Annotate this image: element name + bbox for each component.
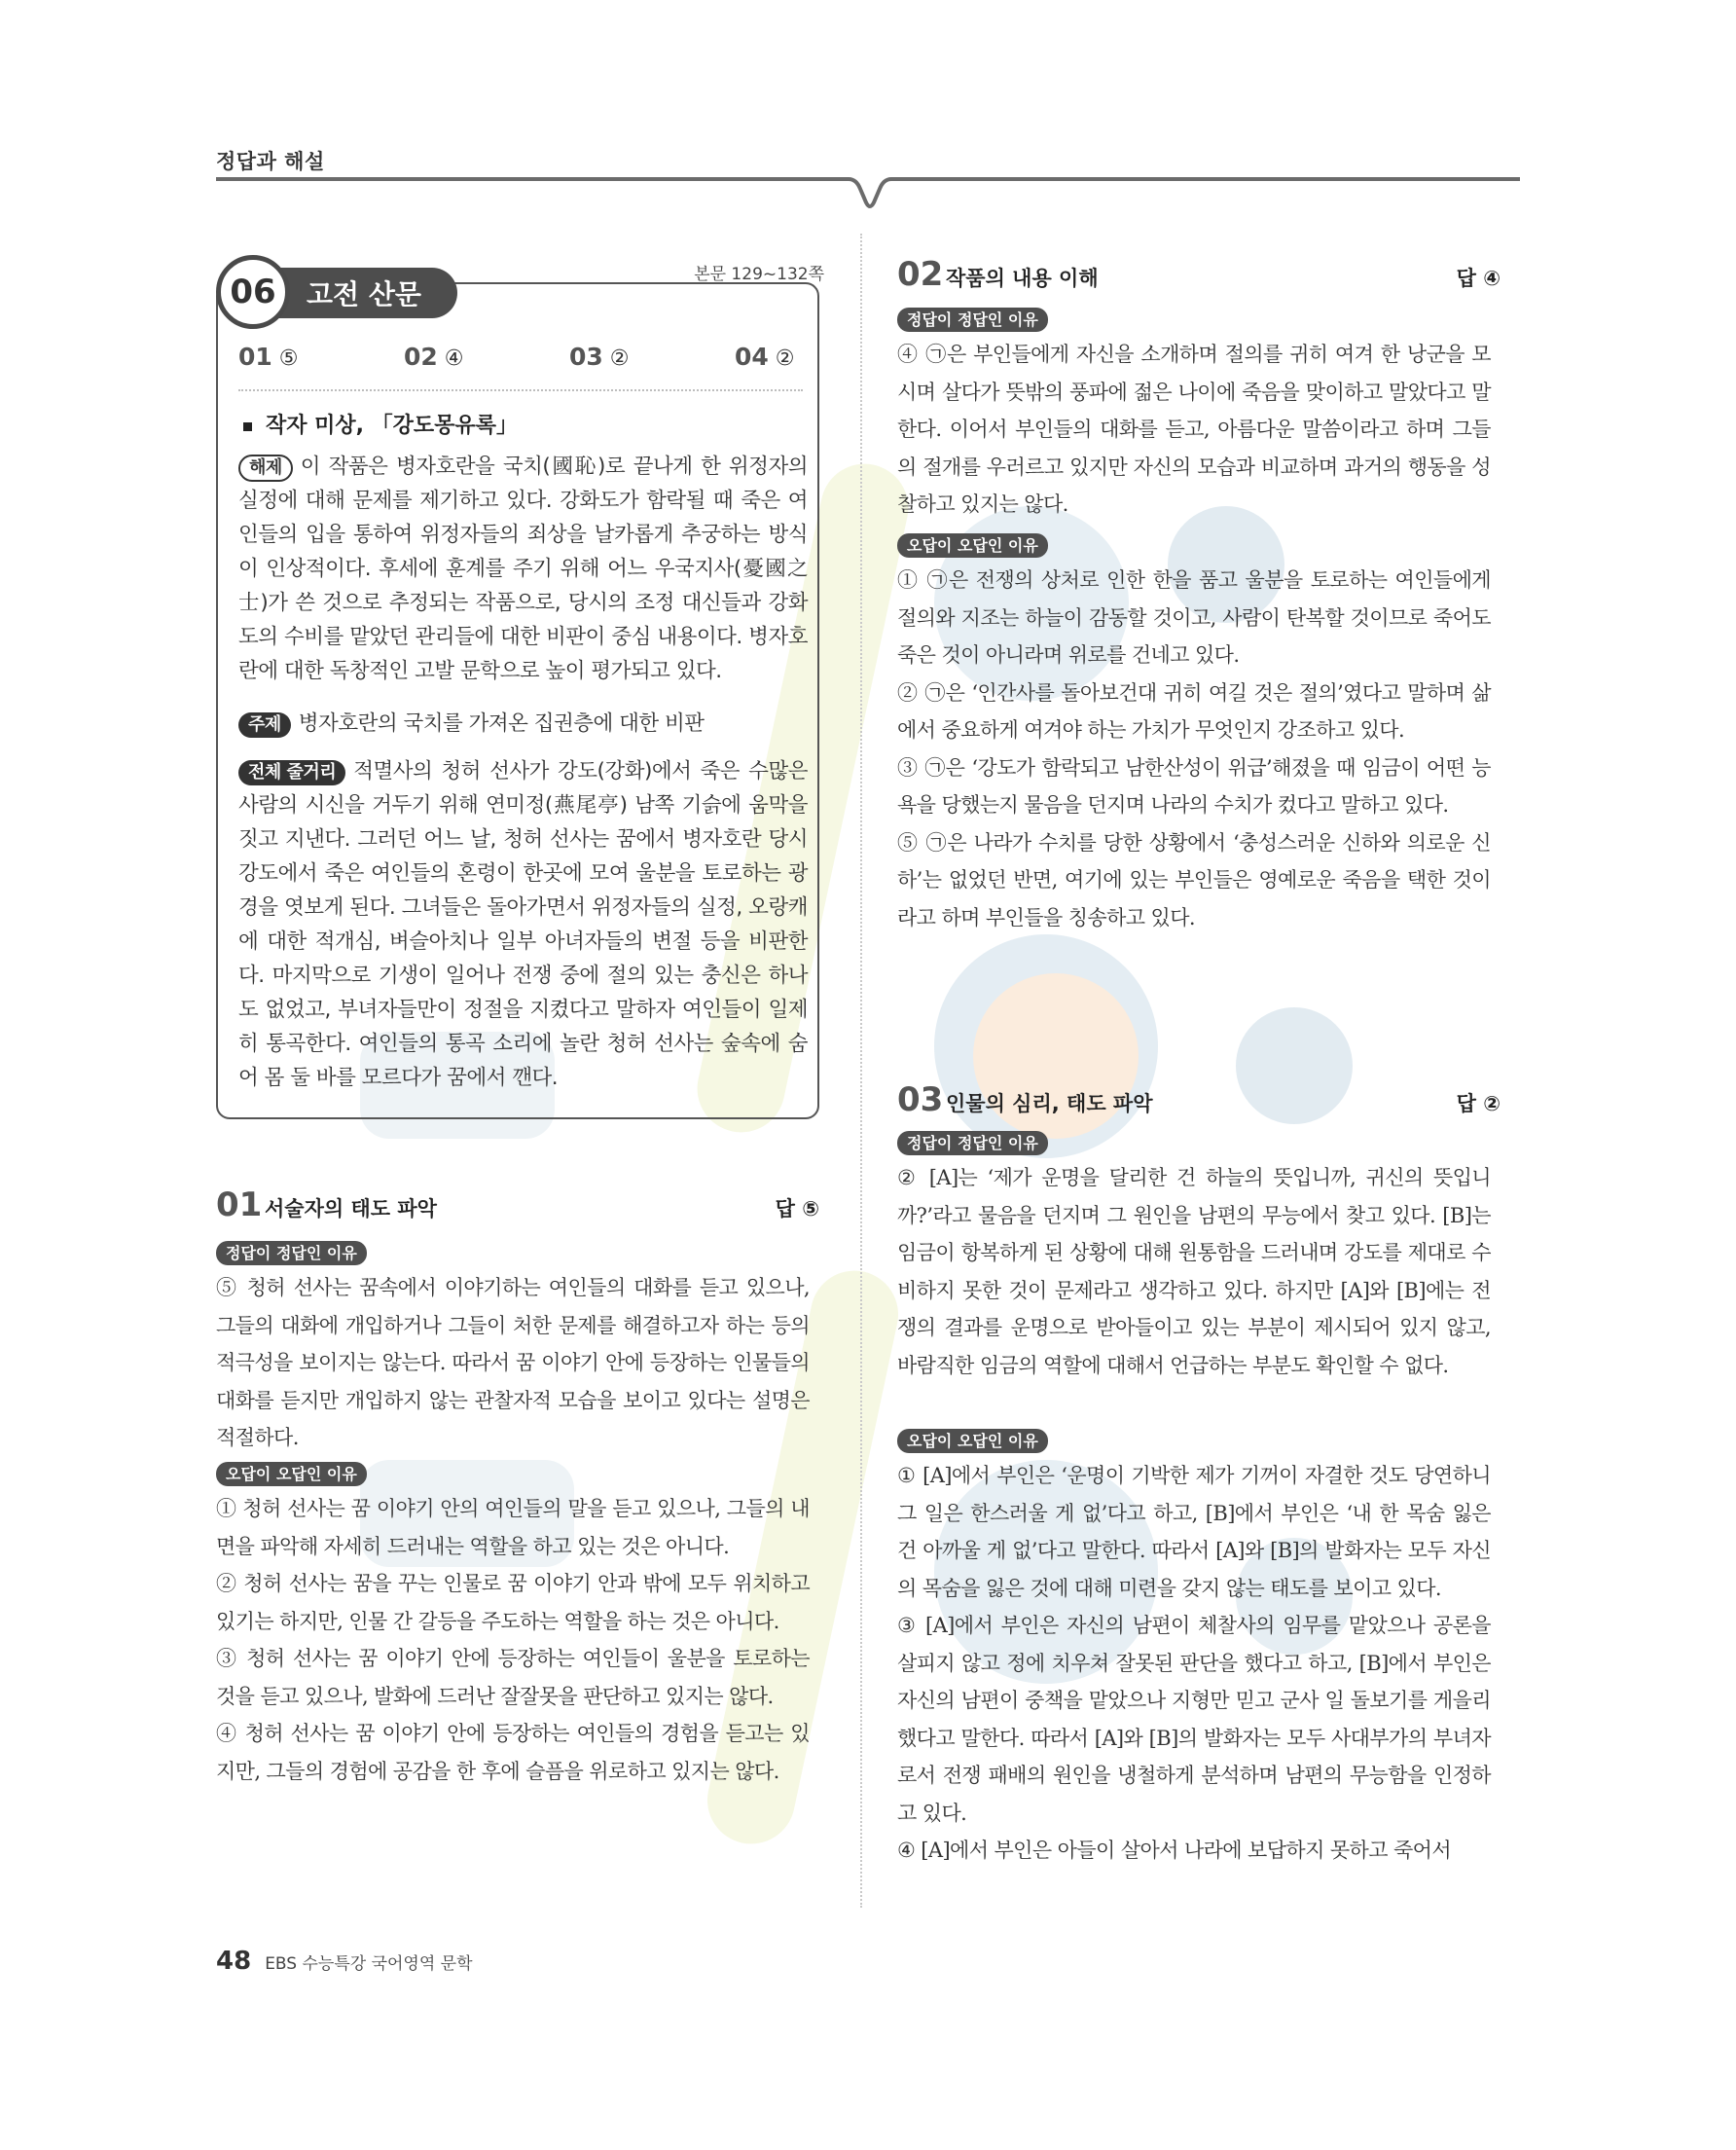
correct-reason-tag: 정답이 정답인 이유 xyxy=(897,1131,1048,1155)
question-number: 01 xyxy=(216,1185,263,1224)
question-header-01 xyxy=(216,1185,819,1224)
haeje-label: 해제 xyxy=(238,455,293,482)
haeje-paragraph: 해제 이 작품은 병자호란을 국치(國恥)로 끝나게 한 위정자의 실정에 대해 문제를 제기하고 있다. 강화도가 함락될 때 죽은 여인들의 입을 통하여 위정자들의 죄상을 날카롭게 추궁하는 방식이 인상적이다. 후세에 훈계를 주기 위해 어느 우국지사(憂國之士)가 쓴 것으로 추정되는 작품으로, 당시의 조정 대신들과 강화도의 수비를 맡았던 관리들에 대한 비판이 중심 내용이다. 병자호란에 대한 독창적인 고발 문학으로 높이 평가되고 있다. xyxy=(238,455,808,683)
question-answer: 답 ④ xyxy=(1456,267,1501,290)
wrong-reason-tag: 오답이 오답인 이유 xyxy=(216,1462,367,1486)
header-rule xyxy=(216,165,1520,224)
question-title: 서술자의 태도 파악 xyxy=(265,1197,437,1221)
wrong-reason-text: ① [A]에서 부인은 ‘운명이 기박한 제가 기꺼이 자결한 것도 당연하니 그 일은 한스러울 게 없’다고 하고, [B]에서 부인은 ‘내 한 목숨 잃은 건 아까울 게 없’다고 말한다. 따라서 [A]와 [B]의 발화자는 모두 자신의 목숨을 잃은 것에 대해 미련을 갖지 않는 태도를 보이고 있다. ③ [A]에서 부인은 자신의 남편이 체찰사의 임무를 맡았으나 공론을 살피지 않고 정에 치우쳐 잘못된 판단을 했다고 하고, [B]에서 부인은 자신의 남편이 중책을 맡았으나 지형만 믿고 군사 일 돌보기를 게을리했다고 말한다. 따라서 [A]와 [B]의 발화자는 모두 사대부가의 부녀자로서 전쟁 패배의 원인을 냉철하게 분석하며 남편의 무능함을 인정하고 있다. ④ [A]에서 부인은 아들이 살아서 나라에 보답하지 못하고 죽어서 xyxy=(897,1464,1491,1862)
page-footer xyxy=(216,1947,473,1976)
question-answer: 답 ② xyxy=(1456,1092,1501,1115)
question-number: 03 xyxy=(897,1080,944,1119)
correct-reason-text: ⑤ 청허 선사는 꿈속에서 이야기하는 여인들의 대화를 듣고 있으나, 그들의 대화에 개입하거나 그들이 처한 문제를 해결하고자 하는 등의 적극성을 보이지는 않는다. 따라서 꿈 이야기 안에 등장하는 인물들의 대화를 듣지만 개입하지 않는 관찰자적 모습을 보이고 있다는 설명은 적절하다. xyxy=(216,1276,810,1449)
correct-reason-text: ④ ㉠은 부인들에게 자신을 소개하며 절의를 귀히 여겨 한 낭군을 모시며 살다가 뜻밖의 풍파에 젊은 나이에 죽음을 맞이하고 말았다고 말한다. 이어서 부인들의 대화를 듣고, 아름다운 말씀이라고 하며 그들의 절개를 우러르고 있지만 자신의 모습과 비교하며 과거의 행동을 성찰하고 있지는 않다. xyxy=(897,343,1491,516)
page-reference: 본문 129~132쪽 xyxy=(694,265,824,284)
answer-item: 01 ⑤ xyxy=(238,343,299,371)
wrong-reason-text: ① 청허 선사는 꿈 이야기 안의 여인들의 말을 듣고 있으나, 그들의 내면을 파악해 자세히 드러내는 역할을 하고 있는 것은 아니다. ② 청허 선사는 꿈을 꾸는 인물로 꿈 이야기 안과 밖에 모두 위치하고 있기는 하지만, 인물 간 갈등을 주도하는 역할을 하는 것은 아니다. ③ 청허 선사는 꿈 이야기 안에 등장하는 여인들이 울분을 토로하는 것을 듣고 있으나, 발화에 드러난 잘잘못을 판단하고 있지는 않다. ④ 청허 선사는 꿈 이야기 안에 등장하는 여인들의 경험을 듣고는 있지만, 그들의 경험에 공감을 한 후에 슬픔을 위로하고 있지는 않다. xyxy=(216,1497,810,1783)
work-title: 작자 미상, 「강도몽유록」 xyxy=(243,409,518,439)
section-label: 정답과 해설 xyxy=(216,150,325,173)
section-title: 고전 산문 xyxy=(272,268,457,318)
question-answer: 답 ⑤ xyxy=(775,1197,819,1221)
answer-item: 03 ② xyxy=(569,343,630,371)
correct-reason-tag: 정답이 정답인 이유 xyxy=(216,1241,367,1265)
answer-item: 02 ④ xyxy=(404,343,464,371)
question-title: 작품의 내용 이해 xyxy=(946,267,1099,290)
question-title: 인물의 심리, 태도 파악 xyxy=(946,1092,1153,1115)
section-number: 06 xyxy=(216,255,290,329)
book-title: EBS 수능특강 국어영역 문학 xyxy=(265,1954,473,1974)
answer-item: 04 ② xyxy=(735,343,795,371)
question-number: 02 xyxy=(897,255,944,294)
divider xyxy=(238,389,803,391)
theme-label: 주제 xyxy=(238,712,291,738)
correct-reason-text: ② [A]는 ‘제가 운명을 달리한 건 하늘의 뜻입니까, 귀신의 뜻입니까?’라고 물음을 던지며 그 원인을 남편의 무능에서 찾고 있다. [B]는 임금이 항복하게 된 상황에 대해 원통함을 드러내며 강도를 제대로 수비하지 못한 것이 문제라고 생각하고 있다. 하지만 [A]와 [B]에는 전쟁의 결과를 운명으로 받아들이고 있는 부분이 제시되어 있지 않고, 바람직한 임금의 역할에 대해서 언급하는 부분도 확인할 수 없다. xyxy=(897,1166,1491,1377)
answer-key xyxy=(238,343,803,372)
wrong-reason-text: ① ㉠은 전쟁의 상처로 인한 한을 품고 울분을 토로하는 여인들에게 절의와 지조는 하늘이 감동할 것이고, 사람이 탄복할 것이므로 죽어도 죽은 것이 아니라며 위로를 건네고 있다. ② ㉠은 ‘인간사를 돌아보건대 귀히 여길 것은 절의’였다고 말하며 삶에서 중요하게 여겨야 하는 가치가 무엇인지 강조하고 있다. ③ ㉠은 ‘강도가 함락되고 남한산성이 위급’해졌을 때 임금이 어떤 능욕을 당했는지 물음을 던지며 나라의 수치가 컸다고 말하고 있다. ⑤ ㉠은 나라가 수치를 당한 상황에서 ‘충성스러운 신하와 의로운 신하’는 없었던 반면, 여기에 있는 부인들은 영예로운 죽음을 택한 것이라고 하며 부인들을 칭송하고 있다. xyxy=(897,568,1491,929)
plot-paragraph: 전체 줄거리 적멸사의 청허 선사가 강도(강화)에서 죽은 수많은 사람의 시신을 거두기 위해 연미정(燕尾亭) 남쪽 기슭에 움막을 짓고 지낸다. 그러던 어느 날, 청허 선사는 꿈에서 병자호란 당시 강도에서 죽은 여인들의 혼령이 한곳에 모여 울분을 토로하는 광경을 엿보게 된다. 그녀들은 돌아가면서 위정자들의 실정, 오랑캐에 대한 적개심, 벼슬아치나 일부 아녀자들의 변절 등을 비판한다. 마지막으로 기생이 일어나 전쟁 중에 절의 있는 충신은 하나도 없었고, 부녀자들만이 정절을 지켰다고 말하자 여인들이 일제히 통곡한다. 여인들의 통곡 소리에 놀란 청허 선사는 숲속에 숨어 몸 둘 바를 모르다가 꿈에서 깬다. xyxy=(238,759,808,1090)
wrong-reason-tag: 오답이 오답인 이유 xyxy=(897,533,1048,558)
theme-paragraph: 주제 병자호란의 국치를 가져온 집권층에 대한 비판 xyxy=(238,707,808,741)
question-header-03 xyxy=(897,1080,1501,1119)
page-number: 48 xyxy=(216,1947,252,1976)
plot-label: 전체 줄거리 xyxy=(238,760,345,785)
correct-reason-tag: 정답이 정답인 이유 xyxy=(897,308,1048,332)
wrong-reason-tag: 오답이 오답인 이유 xyxy=(897,1429,1048,1453)
column-divider xyxy=(860,234,862,1908)
question-header-02 xyxy=(897,255,1501,294)
